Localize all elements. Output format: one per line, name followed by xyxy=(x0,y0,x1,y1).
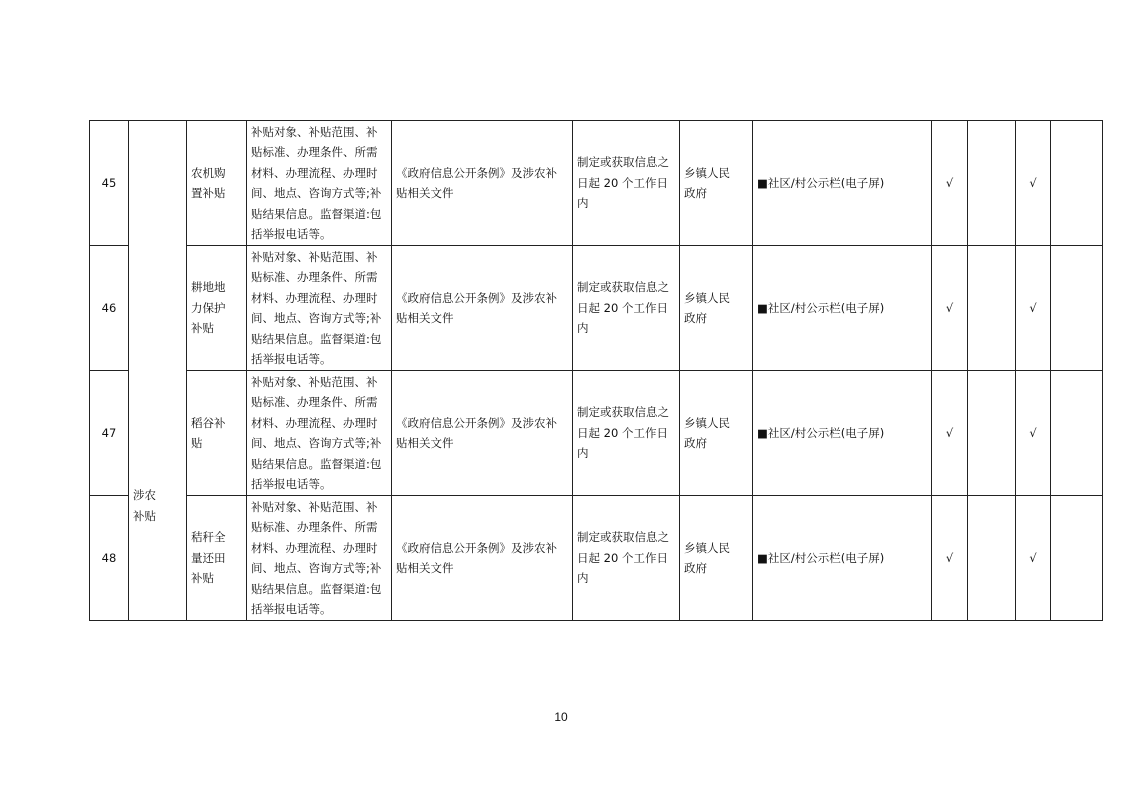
disclosure-content: 补贴对象、补贴范围、补贴标准、办理条件、所需材料、办理流程、办理时间、地点、咨询方式等;补贴结果信息。监督渠道:包括举报电话等。 xyxy=(247,121,392,246)
item-name: 耕地地力保护补贴 xyxy=(187,246,247,371)
check-cell xyxy=(968,246,1016,371)
legal-basis: 《政府信息公开条例》及涉农补贴相关文件 xyxy=(392,246,573,371)
check-cell: √ xyxy=(932,246,968,371)
responsible-subject: 乡镇人民政府 xyxy=(680,246,753,371)
row-number: 47 xyxy=(90,371,129,496)
check-cell: √ xyxy=(932,371,968,496)
disclosure-channel: ■社区/村公示栏(电子屏) xyxy=(753,246,932,371)
disclosure-time: 制定或获取信息之日起 20 个工作日内 xyxy=(573,371,680,496)
table-row xyxy=(90,496,1103,621)
responsible-subject: 乡镇人民政府 xyxy=(680,371,753,496)
check-cell: √ xyxy=(1016,496,1051,621)
legal-basis: 《政府信息公开条例》及涉农补贴相关文件 xyxy=(392,496,573,621)
check-cell xyxy=(1051,121,1103,246)
responsible-subject: 乡镇人民政府 xyxy=(680,121,753,246)
disclosure-content: 补贴对象、补贴范围、补贴标准、办理条件、所需材料、办理流程、办理时间、地点、咨询方式等;补贴结果信息。监督渠道:包括举报电话等。 xyxy=(247,371,392,496)
page-number: 10 xyxy=(554,710,568,724)
check-cell: √ xyxy=(1016,371,1051,496)
check-cell: √ xyxy=(1016,246,1051,371)
disclosure-channel: ■社区/村公示栏(电子屏) xyxy=(753,121,932,246)
check-cell xyxy=(968,371,1016,496)
row-number: 46 xyxy=(90,246,129,371)
category-cell xyxy=(129,121,187,621)
legal-basis: 《政府信息公开条例》及涉农补贴相关文件 xyxy=(392,121,573,246)
disclosure-time: 制定或获取信息之日起 20 个工作日内 xyxy=(573,496,680,621)
disclosure-content: 补贴对象、补贴范围、补贴标准、办理条件、所需材料、办理流程、办理时间、地点、咨询方式等;补贴结果信息。监督渠道:包括举报电话等。 xyxy=(247,246,392,371)
category-label: 涉农补贴 xyxy=(133,488,156,523)
item-name: 秸秆全量还田补贴 xyxy=(187,496,247,621)
disclosure-time: 制定或获取信息之日起 20 个工作日内 xyxy=(573,246,680,371)
disclosure-content: 补贴对象、补贴范围、补贴标准、办理条件、所需材料、办理流程、办理时间、地点、咨询方式等;补贴结果信息。监督渠道:包括举报电话等。 xyxy=(247,496,392,621)
table-row xyxy=(90,246,1103,371)
disclosure-channel: ■社区/村公示栏(电子屏) xyxy=(753,371,932,496)
check-cell xyxy=(1051,496,1103,621)
item-name: 农机购置补贴 xyxy=(187,121,247,246)
check-cell xyxy=(968,496,1016,621)
disclosure-channel: ■社区/村公示栏(电子屏) xyxy=(753,496,932,621)
table-row xyxy=(90,121,1103,246)
row-number: 48 xyxy=(90,496,129,621)
disclosure-table xyxy=(89,120,1103,621)
responsible-subject: 乡镇人民政府 xyxy=(680,496,753,621)
legal-basis: 《政府信息公开条例》及涉农补贴相关文件 xyxy=(392,371,573,496)
row-number: 45 xyxy=(90,121,129,246)
table-row xyxy=(90,371,1103,496)
check-cell xyxy=(1051,246,1103,371)
check-cell: √ xyxy=(1016,121,1051,246)
check-cell: √ xyxy=(932,496,968,621)
check-cell xyxy=(1051,371,1103,496)
disclosure-time: 制定或获取信息之日起 20 个工作日内 xyxy=(573,121,680,246)
check-cell: √ xyxy=(932,121,968,246)
check-cell xyxy=(968,121,1016,246)
item-name: 稻谷补贴 xyxy=(187,371,247,496)
